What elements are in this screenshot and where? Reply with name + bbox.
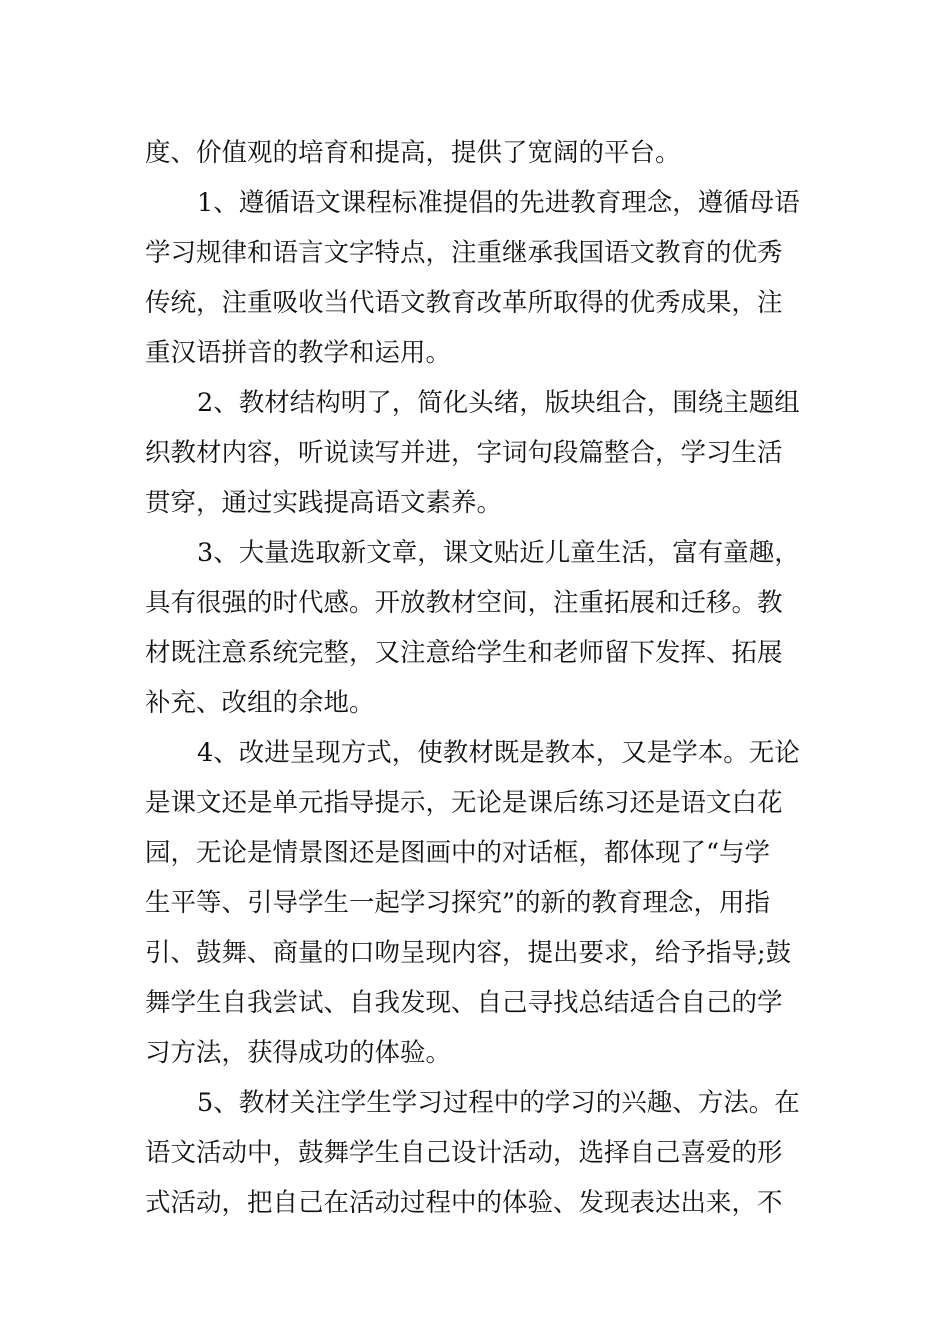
text-line: 补充、改组的余地。 <box>145 688 375 718</box>
paragraph-2-start: 2、教材结构明了，简化头绪，版块组合，围绕主题组 <box>197 388 800 418</box>
text-line: 引、鼓舞、商量的口吻呈现内容，提出要求，给予指导;鼓 <box>145 938 792 968</box>
text-line: 度、价值观的培育和提高，提供了宽阔的平台。 <box>145 138 681 168</box>
text-line: 贯穿，通过实践提高语文素养。 <box>145 488 503 518</box>
text-line: 生平等、引导学生一起学习探究”的新的教育理念，用指 <box>145 888 771 918</box>
paragraph-1-start: 1、遵循语文课程标准提倡的先进教育理念，遵循母语 <box>197 188 800 218</box>
text-line: 重汉语拼音的教学和运用。 <box>145 338 452 368</box>
text-line: 织教材内容，听说读写并进，字词句段篇整合，学习生活 <box>145 438 783 468</box>
text-line: 传统，注重吸收当代语文教育改革所取得的优秀成果，注 <box>145 288 783 318</box>
body-text <box>145 128 815 1228</box>
paragraph-3-start: 3、大量选取新文章，课文贴近儿童生活，富有童趣， <box>197 538 800 568</box>
text-line: 材既注意系统完整，又注意给学生和老师留下发挥、拓展 <box>145 638 783 668</box>
text-line: 学习规律和语言文字特点，注重继承我国语文教育的优秀 <box>145 238 783 268</box>
paragraph-4-start: 4、改进呈现方式，使教材既是教本，又是学本。无论 <box>197 738 800 768</box>
text-line: 是课文还是单元指导提示，无论是课后练习还是语文白花 <box>145 788 783 818</box>
text-line: 式活动，把自己在活动过程中的体验、发现表达出来，不 <box>145 1188 783 1218</box>
text-line: 语文活动中，鼓舞学生自己设计活动，选择自己喜爱的形 <box>145 1138 783 1168</box>
text-line: 习方法，获得成功的体验。 <box>145 1038 452 1068</box>
text-line: 具有很强的时代感。开放教材空间，注重拓展和迁移。教 <box>145 588 783 618</box>
text-line: 舞学生自我尝试、自我发现、自己寻找总结适合自己的学 <box>145 988 783 1018</box>
text-line: 园，无论是情景图还是图画中的对话框，都体现了“与学 <box>145 838 771 868</box>
paragraph-5-start: 5、教材关注学生学习过程中的学习的兴趣、方法。在 <box>197 1088 800 1118</box>
